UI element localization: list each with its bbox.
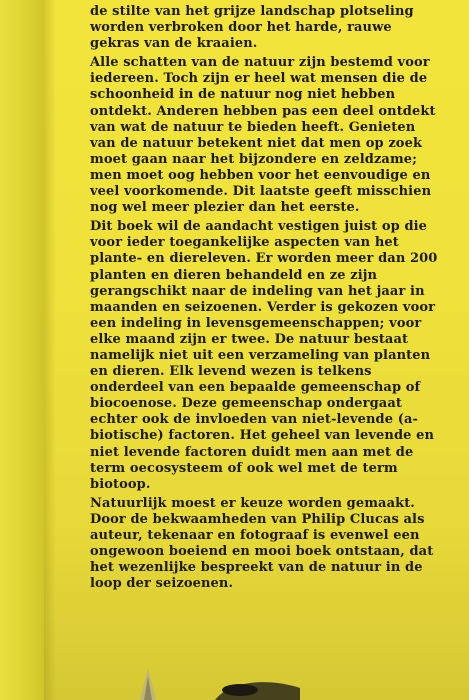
- paragraph-4: Natuurlijk moest er keuze worden gemaakt. Door de bekwaamheden van Philip Clucas als auteur, tekenaar en fotograaf is evenwel een ongewoon boeiend en mooi boek ontstaan, dat het wezenlijke bespreekt van de natuur in de loop der seizoenen.: [90, 495, 434, 592]
- book-spine-edge: [0, 0, 44, 700]
- paragraph-2: Alle schatten van de natuur zijn bestemd voor iedereen. Toch zijn er heel wat mensen die de schoonheid in de natuur nog niet hebben ontdekt. Anderen hebben pas een deel ontdekt van wat de natuur te bieden heeft. Genieten van de natuur betekent niet dat men op zoek moet gaan naar het bijzondere en zeldzame; men moet oog hebben voor het eenvoudige en veel voorkomende. Dit laatste geeft misschien nog wel meer plezier dan het eerste.: [90, 55, 436, 216]
- cover-text-block: [90, 0, 440, 595]
- paragraph-3: Dit boek wil de aandacht vestigen juist op die voor ieder toegankelijke aspecten van het plante- en diereleven. Er worden meer dan 200 planten en dieren behandeld en ze zijn gerangschikt naar de indeling van het jaar in maanden en seizoenen. Verder is gekozen voor een indeling in levensgemeenschappen; voor elke maand zijn er twee. De natuur bestaat namelijk niet uit een verzameling van planten en dieren. Elk levend wezen is telkens onderdeel van een bepaalde gemeenschap of biocoenose. Deze gemeenschap ondergaat echter ook de invloeden van niet-levende (a-biotische) factoren. Het geheel van levende en niet levende factoren duidt men aan met de term oecosysteem of ook wel met de term biotoop.: [90, 219, 438, 492]
- page-shadow: [44, 0, 56, 700]
- paragraph-1: de stilte van het grijze landschap plotseling worden verbroken door het harde, rauwe gekras van de kraaien.: [90, 4, 414, 52]
- bottom-illustration: [0, 660, 469, 700]
